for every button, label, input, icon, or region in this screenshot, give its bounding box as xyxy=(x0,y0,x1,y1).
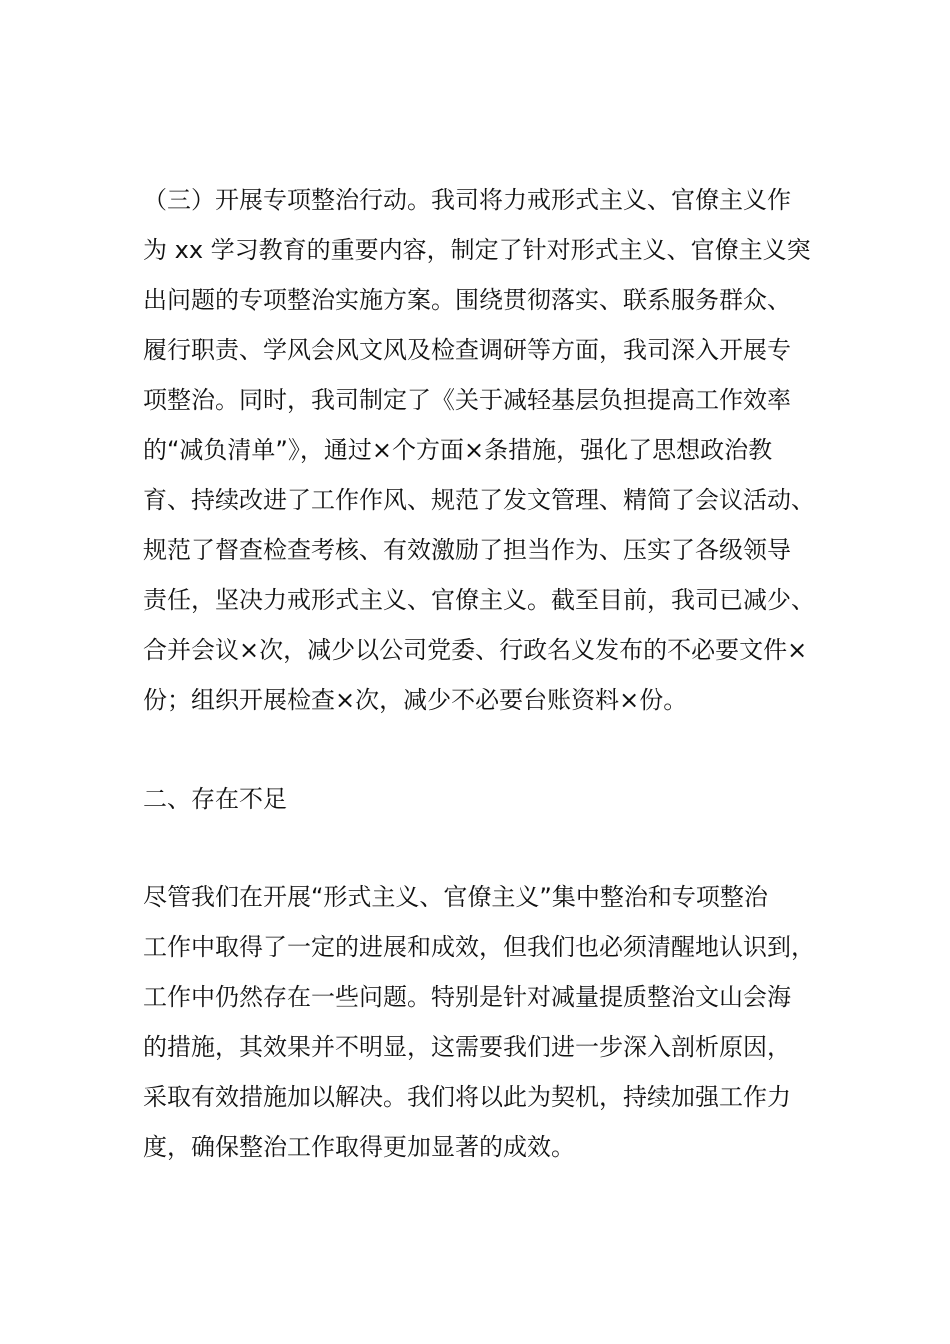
paragraph-line: 履行职责、学风会风文风及检查调研等方面，我司深入开展专 xyxy=(143,336,791,364)
paragraph-line: 合并会议×次，减少以公司党委、行政名义发布的不必要文件× xyxy=(143,636,808,664)
paragraph-line: 尽管我们在开展“形式主义、官僚主义”集中整治和专项整治 xyxy=(143,883,768,911)
paragraph-line: 工作中仍然存在一些问题。特别是针对减量提质整治文山会海 xyxy=(143,983,791,1011)
paragraph-line: 规范了督查检查考核、有效激励了担当作为、压实了各级领导 xyxy=(143,536,791,564)
paragraph-line: 项整治。同时，我司制定了《关于减轻基层负担提高工作效率 xyxy=(143,386,791,414)
paragraph-line: 的“减负清单”》，通过×个方面×条措施，强化了思想政治教 xyxy=(143,436,773,464)
section-heading: 二、存在不足 xyxy=(143,785,287,813)
paragraph-line: 出问题的专项整治实施方案。围绕贯彻落实、联系服务群众、 xyxy=(143,286,791,314)
paragraph-line: 育、持续改进了工作作风、规范了发文管理、精简了会议活动、 xyxy=(143,486,815,514)
paragraph-line: 的措施，其效果并不明显，这需要我们进一步深入剖析原因， xyxy=(143,1033,791,1061)
paragraph-line: 为 xx 学习教育的重要内容，制定了针对形式主义、官僚主义突 xyxy=(143,236,811,264)
paragraph-line: 工作中取得了一定的进展和成效，但我们也必须清醒地认识到， xyxy=(143,933,815,961)
paragraph-line: 采取有效措施加以解决。我们将以此为契机，持续加强工作力 xyxy=(143,1083,791,1111)
paragraph-line: 份；组织开展检查×次，减少不必要台账资料×份。 xyxy=(143,686,688,714)
paragraph-line: 度，确保整治工作取得更加显著的成效。 xyxy=(143,1133,575,1161)
paragraph-line: （三）开展专项整治行动。我司将力戒形式主义、官僚主义作 xyxy=(143,186,791,214)
paragraph-line: 责任，坚决力戒形式主义、官僚主义。截至目前，我司已减少、 xyxy=(143,586,815,614)
